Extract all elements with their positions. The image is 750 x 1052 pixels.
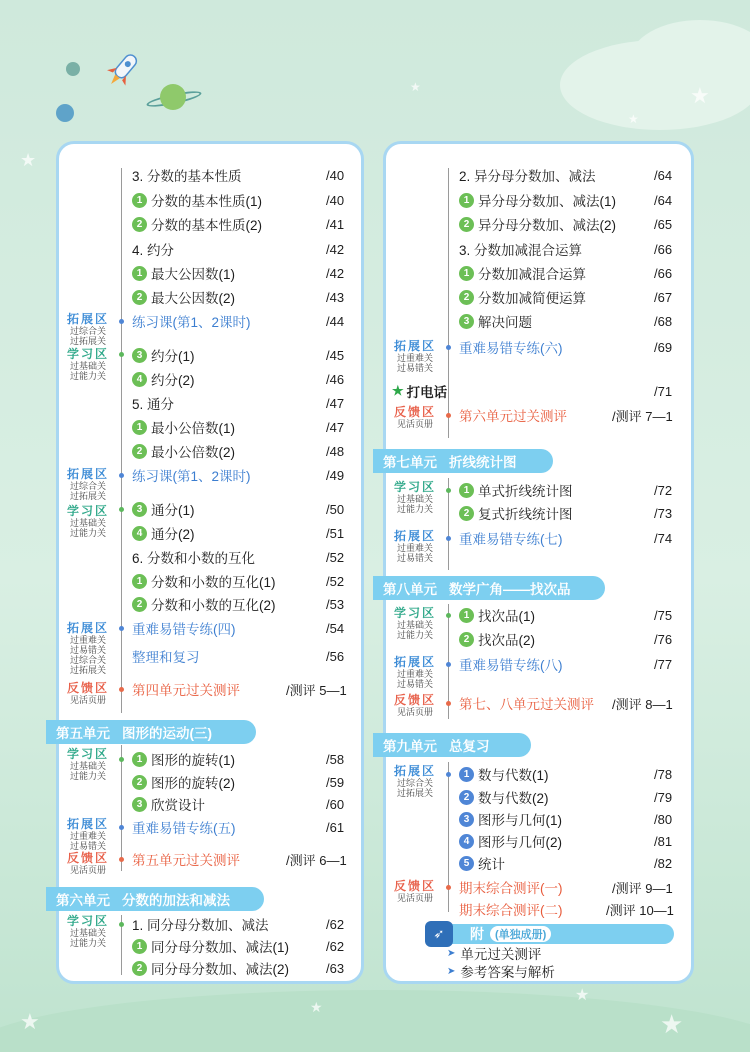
toc-entry-title: 图形与几何(2) — [478, 835, 562, 850]
star-icon: ★ — [628, 112, 639, 126]
page-number: /81 — [654, 833, 673, 849]
toc-entry-title: 分数加减混合运算 — [478, 267, 586, 282]
toc-entry[interactable] — [132, 189, 262, 211]
toc-entry-title: 重难易错专练(五) — [132, 821, 236, 836]
timeline-dot — [446, 613, 451, 618]
lesson-number-badge: 3 — [132, 348, 147, 363]
toc-entry[interactable] — [132, 748, 235, 770]
toc-entry-title: 统计 — [478, 857, 505, 872]
page-number: /69 — [654, 339, 673, 355]
toc-entry[interactable] — [459, 262, 586, 284]
toc-entry-title: 异分母分数加、减法(1) — [478, 194, 616, 209]
toc-entry[interactable] — [459, 852, 505, 874]
appendix-header[interactable] — [430, 924, 674, 944]
section-label-feedback: 反馈区 见活页册 — [66, 681, 109, 705]
unit-header[interactable] — [46, 887, 264, 911]
timeline-dot — [446, 488, 451, 493]
timeline-dot — [446, 772, 451, 777]
timeline-dot — [119, 352, 124, 357]
page-number: /41 — [326, 216, 345, 232]
star-icon: ★ — [690, 84, 710, 109]
lesson-number-badge: 4 — [459, 834, 474, 849]
toc-entry-title: 分数加减简便运算 — [478, 291, 586, 306]
toc-entry-title: 最大公因数(2) — [151, 291, 235, 306]
rocket-icon: ➶ — [425, 921, 453, 947]
appendix-title: 附 — [470, 926, 484, 942]
toc-entry[interactable] — [132, 368, 195, 390]
page-number: /测评 8—1 — [612, 696, 673, 712]
toc-entry[interactable] — [132, 498, 195, 520]
section-label-learn: 学习区 过基础关 过能力关 — [393, 606, 436, 640]
toc-entry-title: 练习课(第1、2课时) — [132, 315, 251, 330]
lesson-number-badge: 1 — [132, 266, 147, 281]
toc-entry[interactable] — [132, 546, 255, 568]
toc-entry[interactable] — [132, 238, 174, 260]
lesson-number-badge: 1 — [459, 483, 474, 498]
lesson-number-badge: 3 — [132, 797, 147, 812]
toc-entry-title: 最大公因数(1) — [151, 267, 235, 282]
timeline-dot — [119, 922, 124, 927]
unit-title: 数学广角——找次品 — [449, 582, 571, 597]
toc-entry-title: 重难易错专练(六) — [459, 341, 563, 356]
toc-entry[interactable] — [132, 848, 240, 870]
toc-entry-title: 期末综合测评(一) — [459, 881, 563, 896]
toc-entry-title: 第五单元过关测评 — [132, 853, 240, 868]
toc-entry-title: 找次品(1) — [478, 609, 535, 624]
toc-entry-title: 重难易错专练(七) — [459, 532, 563, 547]
page-number: /56 — [326, 648, 345, 664]
toc-entry[interactable] — [132, 262, 235, 284]
page-number: /44 — [326, 313, 345, 329]
section-label-extend: 拓展区 过综合关 过拓展关 — [66, 312, 109, 346]
star-icon: ★ — [410, 80, 421, 94]
toc-entry-title: 1. 同分母分数加、减法 — [132, 918, 269, 933]
lesson-number-badge: 2 — [132, 597, 147, 612]
page-number: /80 — [654, 811, 673, 827]
toc-entry[interactable] — [459, 898, 563, 920]
lesson-number-badge: 1 — [132, 574, 147, 589]
page-number: /42 — [326, 265, 345, 281]
toc-entry[interactable] — [459, 286, 586, 308]
timeline-dot — [446, 536, 451, 541]
star-icon: ★ — [310, 1000, 323, 1016]
toc-timeline — [448, 168, 449, 438]
page-number: /40 — [326, 192, 345, 208]
lesson-number-badge: 2 — [132, 444, 147, 459]
planet-icon — [66, 62, 80, 76]
lesson-number-badge: 1 — [459, 608, 474, 623]
section-label-feedback: 反馈区 见活页册 — [66, 851, 109, 875]
toc-entry-title: 6. 分数和小数的互化 — [132, 551, 256, 566]
toc-entry[interactable] — [459, 310, 532, 332]
appendix-item[interactable] — [447, 944, 541, 962]
unit-number: 第八单元 — [383, 582, 437, 597]
page-number: /74 — [654, 530, 673, 546]
toc-entry-title: 同分母分数加、减法(1) — [151, 940, 289, 955]
page-number: /59 — [326, 774, 345, 790]
arrow-icon: ➤ — [447, 947, 456, 959]
section-label-extend: 拓展区 过重难关 过易错关 过综合关 过拓展关 — [66, 621, 109, 675]
page-number: /64 — [654, 167, 673, 183]
toc-entry-title: 分数的基本性质(1) — [151, 194, 262, 209]
timeline-dot — [119, 319, 124, 324]
toc-entry-title: 分数和小数的互化(1) — [151, 575, 276, 590]
toc-timeline — [121, 168, 122, 713]
lesson-number-badge: 3 — [132, 502, 147, 517]
toc-entry[interactable] — [132, 213, 262, 235]
lesson-number-badge: 1 — [459, 266, 474, 281]
toc-entry[interactable] — [132, 593, 276, 615]
planet-icon — [160, 84, 186, 110]
appendix-item[interactable] — [447, 962, 555, 980]
rocket-icon — [100, 48, 144, 94]
toc-entry[interactable] — [459, 238, 582, 260]
toc-entry-title: 复式折线统计图 — [478, 507, 573, 522]
toc-entry[interactable] — [132, 678, 240, 700]
unit-header[interactable] — [373, 449, 553, 473]
section-label-extend: 拓展区 过综合关 过拓展关 — [393, 764, 436, 798]
lesson-number-badge: 1 — [132, 420, 147, 435]
section-label-extend: 拓展区 过重难关 过易错关 — [393, 529, 436, 563]
lesson-number-badge: 1 — [132, 193, 147, 208]
toc-entry[interactable] — [459, 786, 549, 808]
lesson-number-badge: 2 — [132, 217, 147, 232]
lesson-number-badge: 3 — [459, 314, 474, 329]
toc-entry-title: 分数和小数的互化(2) — [151, 598, 276, 613]
toc-entry[interactable] — [132, 816, 236, 838]
toc-entry[interactable] — [132, 310, 251, 332]
timeline-dot — [446, 662, 451, 667]
page-number: /45 — [326, 347, 345, 363]
toc-entry-title: 重难易错专练(四) — [132, 622, 236, 637]
section-label-learn: 学习区 过基础关 过能力关 — [66, 914, 109, 948]
lesson-number-badge: 2 — [132, 775, 147, 790]
toc-entry-title: 约分(2) — [151, 373, 195, 388]
page-number: /52 — [326, 573, 345, 589]
timeline-dot — [446, 413, 451, 418]
lesson-number-badge: 2 — [459, 790, 474, 805]
page-number: /48 — [326, 443, 345, 459]
toc-entry[interactable] — [459, 653, 563, 675]
toc-entry-title: 数与代数(1) — [478, 768, 549, 783]
lesson-number-badge: 2 — [459, 217, 474, 232]
lesson-number-badge: 1 — [459, 767, 474, 782]
toc-entry[interactable] — [132, 392, 174, 414]
section-label-learn: 学习区 过基础关 过能力关 — [66, 747, 109, 781]
timeline-dot — [119, 507, 124, 512]
toc-entry-title: 第六单元过关测评 — [459, 409, 567, 424]
toc-entry[interactable] — [459, 189, 616, 211]
page-number: /76 — [654, 631, 673, 647]
toc-entry[interactable] — [132, 957, 289, 979]
section-label-learn: 学习区 过基础关 过能力关 — [66, 347, 109, 381]
page-number: /78 — [654, 766, 673, 782]
star-icon: ★ — [660, 1010, 684, 1040]
page-number: /62 — [326, 916, 345, 932]
toc-entry-title: 解决问题 — [478, 315, 532, 330]
unit-header[interactable] — [373, 733, 531, 757]
toc-entry-title: 4. 约分 — [132, 243, 175, 258]
page-number: /66 — [654, 265, 673, 281]
page-number: /75 — [654, 607, 673, 623]
toc-entry[interactable] — [459, 404, 567, 426]
toc-entry-title: 通分(2) — [151, 527, 195, 542]
page-number: /61 — [326, 819, 345, 835]
lesson-number-badge: 2 — [459, 632, 474, 647]
appendix-note: (单独成册) — [490, 926, 551, 942]
toc-entry[interactable] — [459, 830, 562, 852]
toc-entry-title: 最小公倍数(1) — [151, 421, 235, 436]
section-label-learn: 学习区 过基础关 过能力关 — [393, 480, 436, 514]
unit-title: 图形的运动(三) — [122, 726, 212, 741]
toc-entry[interactable] — [459, 808, 562, 830]
lesson-number-badge: 2 — [132, 290, 147, 305]
toc-entry[interactable] — [459, 502, 573, 524]
toc-entry-phone[interactable] — [392, 380, 447, 402]
toc-entry-title: 欣赏设计 — [151, 798, 205, 813]
page-number: /40 — [326, 167, 345, 183]
page-number: /66 — [654, 241, 673, 257]
timeline-dot — [119, 626, 124, 631]
page-number: /68 — [654, 313, 673, 329]
page-number: /82 — [654, 855, 673, 871]
toc-entry-title: 图形与几何(1) — [478, 813, 562, 828]
timeline-dot — [446, 701, 451, 706]
page-number: /67 — [654, 289, 673, 305]
toc-entry[interactable] — [132, 464, 251, 486]
toc-entry-title: 3. 分数的基本性质 — [132, 169, 242, 184]
page-number: /51 — [326, 525, 345, 541]
toc-entry[interactable] — [132, 645, 200, 667]
page-number: /62 — [326, 938, 345, 954]
appendix-item-label: 单元过关测评 — [460, 947, 542, 962]
toc-entry[interactable] — [459, 628, 535, 650]
lesson-number-badge: 5 — [459, 856, 474, 871]
timeline-dot — [446, 345, 451, 350]
toc-entry[interactable] — [459, 479, 573, 501]
toc-entry[interactable] — [459, 527, 563, 549]
section-label-feedback: 反馈区 见活页册 — [393, 405, 436, 429]
toc-entry[interactable] — [459, 692, 594, 714]
section-label-feedback: 反馈区 见活页册 — [393, 693, 436, 717]
toc-entry[interactable] — [132, 522, 195, 544]
toc-timeline — [121, 745, 122, 871]
toc-entry-title: 最小公倍数(2) — [151, 445, 235, 460]
toc-entry[interactable] — [459, 164, 596, 186]
page-number: /79 — [654, 789, 673, 805]
toc-entry-title: 异分母分数加、减法(2) — [478, 218, 616, 233]
toc-entry-title: 重难易错专练(八) — [459, 658, 563, 673]
page-number: /测评 9—1 — [612, 880, 673, 896]
page-number: /47 — [326, 395, 345, 411]
page-number: /测评 5—1 — [286, 682, 347, 698]
page-number: /72 — [654, 482, 673, 498]
toc-entry[interactable] — [132, 793, 205, 815]
lesson-number-badge: 4 — [132, 372, 147, 387]
page-number: /43 — [326, 289, 345, 305]
toc-entry[interactable] — [459, 876, 563, 898]
toc-entry-title: 约分(1) — [151, 349, 195, 364]
toc-entry[interactable] — [132, 617, 236, 639]
timeline-dot — [119, 687, 124, 692]
section-label-extend: 拓展区 过重难关 过易错关 — [66, 817, 109, 851]
toc-entry-title: 同分母分数加、减法(2) — [151, 962, 289, 977]
appendix-item-label: 参考答案与解析 — [460, 965, 555, 980]
toc-entry[interactable] — [132, 286, 235, 308]
toc-entry[interactable] — [459, 213, 616, 235]
star-icon: ★ — [575, 985, 590, 1004]
unit-header[interactable] — [46, 720, 256, 744]
toc-entry[interactable] — [459, 604, 535, 626]
page-number: /54 — [326, 620, 345, 636]
page-number: /64 — [654, 192, 673, 208]
cloud-decoration — [0, 990, 750, 1052]
toc-entry[interactable] — [132, 416, 235, 438]
page-number: /测评 6—1 — [286, 852, 347, 868]
toc-entry[interactable] — [459, 336, 563, 358]
timeline-dot — [119, 473, 124, 478]
section-label-extend: 拓展区 过重难关 过易错关 — [393, 655, 436, 689]
toc-entry-title: 期末综合测评(二) — [459, 903, 563, 918]
page-number: /73 — [654, 505, 673, 521]
toc-entry-title: 通分(1) — [151, 503, 195, 518]
page-number: /60 — [326, 796, 345, 812]
section-label-extend: 拓展区 过综合关 过拓展关 — [66, 467, 109, 501]
page-number: /52 — [326, 549, 345, 565]
page-number: /53 — [326, 596, 345, 612]
toc-entry-title: 5. 通分 — [132, 397, 175, 412]
page-number: /49 — [326, 467, 345, 483]
toc-entry-title: 3. 分数加减混合运算 — [459, 243, 583, 258]
toc-entry[interactable] — [132, 935, 289, 957]
lesson-number-badge: 4 — [132, 526, 147, 541]
unit-title: 分数的加法和减法 — [122, 893, 230, 908]
unit-title: 总复习 — [449, 739, 490, 754]
toc-entry-title: 图形的旋转(1) — [151, 753, 235, 768]
page-number: /47 — [326, 419, 345, 435]
unit-number: 第六单元 — [56, 893, 110, 908]
page-number: /测评 7—1 — [612, 408, 673, 424]
page-number: /65 — [654, 216, 673, 232]
arrow-icon: ➤ — [447, 965, 456, 977]
timeline-dot — [119, 857, 124, 862]
toc-entry[interactable] — [459, 763, 549, 785]
toc-entry-title: 练习课(第1、2课时) — [132, 469, 251, 484]
toc-entry-title: 2. 异分母分数加、减法 — [459, 169, 596, 184]
page-number: /50 — [326, 501, 345, 517]
toc-entry-title: 第四单元过关测评 — [132, 683, 240, 698]
lesson-number-badge: 1 — [459, 193, 474, 208]
toc-entry[interactable] — [132, 344, 195, 366]
toc-entry[interactable] — [132, 771, 235, 793]
toc-entry[interactable] — [132, 164, 242, 186]
page-number: /测评 10—1 — [606, 902, 674, 918]
lesson-number-badge: 1 — [132, 939, 147, 954]
unit-number: 第五单元 — [56, 726, 110, 741]
toc-entry[interactable] — [132, 570, 276, 592]
star-icon: ★ — [20, 150, 37, 171]
page-number: /42 — [326, 241, 345, 257]
unit-header[interactable] — [373, 576, 605, 600]
toc-entry-title: 分数的基本性质(2) — [151, 218, 262, 233]
unit-title: 折线统计图 — [449, 455, 517, 470]
section-label-extend: 拓展区 过重难关 过易错关 — [393, 339, 436, 373]
timeline-dot — [446, 885, 451, 890]
page-number: /46 — [326, 371, 345, 387]
lesson-number-badge: 2 — [459, 506, 474, 521]
toc-entry-title: 图形的旋转(2) — [151, 776, 235, 791]
page-number: /77 — [654, 656, 673, 672]
toc-entry-title: 整理和复习 — [132, 650, 200, 665]
timeline-dot — [119, 825, 124, 830]
lesson-number-badge: 1 — [132, 752, 147, 767]
lesson-number-badge: 3 — [459, 812, 474, 827]
lesson-number-badge: 2 — [459, 290, 474, 305]
section-label-learn: 学习区 过基础关 过能力关 — [66, 504, 109, 538]
toc-entry-title: 打电话 — [406, 385, 448, 400]
lesson-number-badge: 2 — [132, 961, 147, 976]
toc-entry[interactable] — [132, 913, 269, 935]
page-number: /63 — [326, 960, 345, 976]
unit-number: 第九单元 — [383, 739, 437, 754]
toc-entry-title: 单式折线统计图 — [478, 484, 573, 499]
section-label-feedback: 反馈区 见活页册 — [393, 879, 436, 903]
toc-entry-title: 找次品(2) — [478, 633, 535, 648]
toc-entry[interactable] — [132, 440, 235, 462]
planet-icon — [56, 104, 74, 122]
unit-number: 第七单元 — [383, 455, 437, 470]
toc-entry-title: 数与代数(2) — [478, 791, 549, 806]
timeline-dot — [119, 757, 124, 762]
star-icon: ★ — [392, 383, 404, 398]
star-icon: ★ — [20, 1010, 40, 1035]
page-number: /71 — [654, 383, 673, 399]
toc-entry-title: 第七、八单元过关测评 — [459, 697, 594, 712]
page-number: /58 — [326, 751, 345, 767]
